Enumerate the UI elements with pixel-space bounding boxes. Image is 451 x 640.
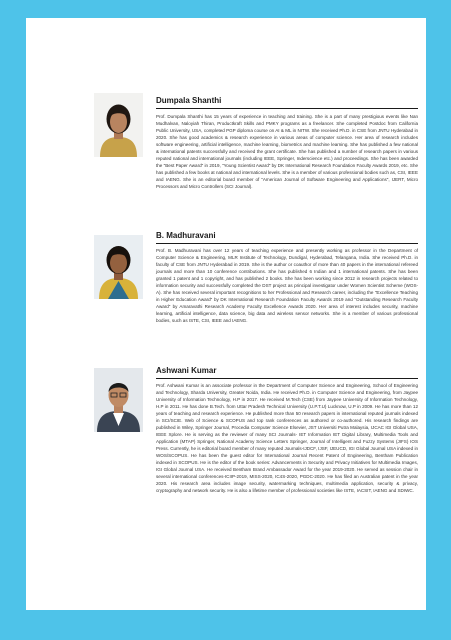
person-portrait-icon: [94, 235, 143, 299]
author-name: Ashwani Kumar: [156, 366, 418, 379]
author-bio: Prof. Ashwani Kumar is an associate professor in the Department of Computer Science and Engineering, School of Engineering and Technology, Sharda University, Greater Noida, India. He received Ph.D. in Computer Science and Engineering, from Jaypee University of Information Technology, H.P in 2017. He received M.Tech (CSE) from Jaypee University of Information Technology, H.P in 2011. He has done B.Tech. from Uttar Pradesh Technical University (U.P.T.U) Lucknow, U.P in 2009. He has more than 12 years of teaching and research experience. He published more than 50 research papers in international reputed journals indexed in SCI/SCIE. Web of Science & SCOPUS and top rank conferences as authored or co-authored. His research findings are published in Wiley, Springer Journal, Procedia Computer Science Elsevier, JST Universiti Putra Malaysia, IJCAC IGI Global USA, IEEE Xplore. He is serving as the reviewer of many SCI Journals- IET Information IET Digital Library, Multimedia Tools and Application (MTAP) Springer, National Academy Science Letters Springer, Journal of Intelligent and Fuzzy Systems (JIFS) IOS Press. Currently, he is editorial board member of many reputed Journals-IJDCF, IJSF, IJEUCD, IGI Global Journal USA indexed in WOS/SCOPUS. He has been the guest editor for International Journal Recent Patent of Engineering, Bentham Publication indexed in SCOPUS. He is the editor of the book series: Advancements in Security and Privacy Initiatives for Multimedia Images, IGI Global Journal USA. He received Bentham Brand Ambassador Award for the year 2019-2020. He served as session chair in several international conferences-ICIIP-2019, MISS-2020, IC4S-2020, PGDC-2020. He has filed an Australian patent in the year 2020. His research area includes image security, watermarking techniques, multimedia application, security & privacy, cryptography and network security. He is also a lifetime member of professional societies like ISTE, IACSIT, IAENG and SDIWC.: [156, 383, 418, 494]
page: [26, 18, 426, 610]
person-portrait-icon: [94, 368, 143, 432]
author-photo: [94, 368, 143, 432]
author-photo: [94, 93, 143, 157]
author-photo: [94, 235, 143, 299]
author-name: B. Madhuravani: [156, 231, 418, 244]
author-name: Dumpala Shanthi: [156, 96, 418, 109]
person-portrait-icon: [94, 93, 143, 157]
author-bio: Prof. B. Madhuravani has over 12 years of teaching experience and presently working as professor in the Department of Computer Science & Engineering, MLR Institute of Technology, Dundigal, Hyderabad, Telangana, India. She received Ph.D. in faculty of CSE from JNTU Hyderabad in 2019. She is the author or coauthor of more than 40 papers in the international refereed journals and more than 10 conference contributions. She has published 6 Indian and 1 international patents. She has been granted 1 patent and 1 copyright, and has published 2 books. She has been working since 2012 in research projects related to information security and successfully completed the DST project as principal investigator under Women Scientist Scheme (WOS-A). She has received several important recognitions to her Professional and Research career, including the "Excellence Teaching in Higher Education Award" by DK International Research Foundation Faculty Awards 2019 and "Outstanding Research Faculty Award" by Amaravathi Research Academy Faculty Excellence Awards 2020. Her area of interest includes security, machine learning, artificial intelligence, data science, big data and wireless sensor networks. She is a member of various professional bodies, such as ISTE, CSI, IEEE and IAENG.: [156, 248, 418, 324]
author-bio: Prof. Dumpala Shanthi has 15 years of experience in teaching and training. She is a part of many prestigious events like Nan Mudhalvan, Naloyiah Thiran, Productkraft Skills and PMKY programs as a freelancer. She completed Postdoc from California Public University, USA, completed PGP diploma course on AI & ML in NITW. She received Ph.D. in CSE from JNTU Hyderabad in 2020. She has good academics & research experience in various areas of computer science. Her area of research includes software engineering, artificial intelligence, machine learning, biometrics and machine learning. She has published a few national & international patents successfully and received the grant certificate. She has published a number of research papers in various reputed national and international journals (including IEEE, Springer, Inderscience etc.) and proceedings. She has been awarded the "Best Paper Award" in 2019, "Young Scientist Award" by DK International Research Foundation Faculty Awards 2019, etc. She has published a few books at national and international levels. She is a member of various professional bodies such as, CSI, IEEE and IAENG. She is an editorial board member of "American Journal of Software Engineering and Applications", IJERT, Micro Processors and Micro Controllers (SCI Journal).: [156, 114, 418, 190]
